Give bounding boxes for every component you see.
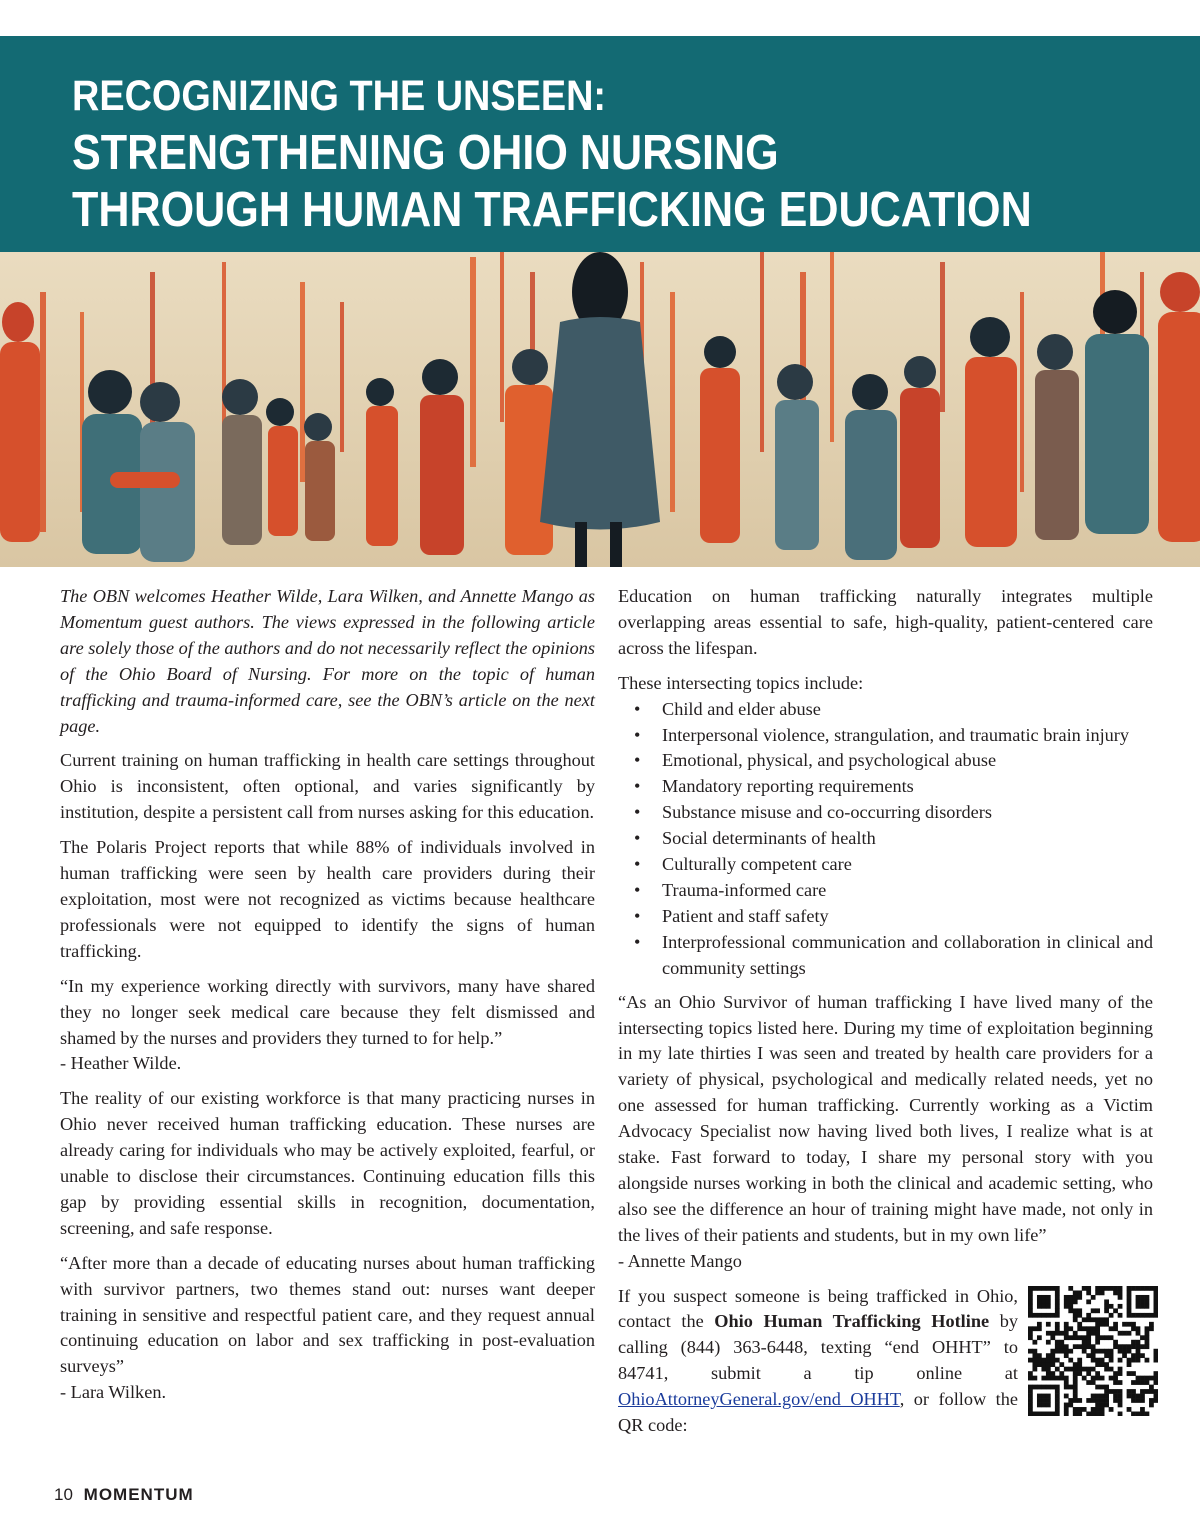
list-item: • Culturally competent care [618,852,1153,878]
quote-lara-wilken [60,1251,595,1406]
quote-heather-wilde [60,974,595,1078]
hero-illustration [0,252,1200,567]
title-line-2: STRENGTHENING OHIO NURSING [72,126,779,180]
quote-text: “In my experience working directly with survivors, many have shared they no longer seek medical care because they felt dismissed and shamed by the nurses and providers they turned to for help.” [60,975,595,1048]
quote-annette-mango [618,990,1153,1275]
bullet-icon: • [634,750,641,771]
left-column [60,584,595,1415]
quote-text: “As an Ohio Survivor of human trafficking I have lived many of the intersecting topics listed here. During my time of exploitation beginning in my late thirties I was seen and treated by health care providers for a variety of physical, psychological and medically related needs, yet no one assessed for human trafficking. Currently working as a Victim Advocacy Specialist now having lived both lives, I realize what is at stake. Fast forward to today, I share my personal story with you alongside nurses working in both the clinical and academic setting, who also see the difference an hour of training might have made, not only in the lives of their patients and students, but in my own life” [618,991,1153,1245]
bullet-icon: • [634,802,641,823]
qr-code[interactable] [1028,1286,1158,1416]
quote-attribution: - Heather Wilde. [60,1053,182,1074]
bullet-icon: • [634,879,641,900]
article-title [72,68,1040,239]
bullet-icon: • [634,931,641,952]
quote-attribution: - Annette Mango [618,1250,742,1271]
crowd-illustration-image [0,252,1200,567]
bullet-icon: • [634,905,641,926]
topics-list [618,697,1153,982]
page-footer [54,1485,194,1505]
quote-attribution: - Lara Wilken. [60,1382,167,1403]
title-line-1: RECOGNIZING THE UNSEEN: [72,72,606,120]
hotline-info: If you suspect someone is being trafficked in Ohio, contact the Ohio Human Trafficking Hotline by calling (844) 363-6448, texting “end OHHT” to 84741, submit a tip online at OhioAttorneyGeneral.gov/end OHHT, or follow the QR code: [618,1285,1018,1436]
paragraph-training-inconsistent: Current training on human trafficking in health care settings throughout Ohio is inconsistent, often optional, and varies significantly by institution, despite a persistent call from nurses asking for this education. [60,750,595,823]
bullet-icon: • [634,854,641,875]
list-item: • Interpersonal violence, strangulation, and traumatic brain injury [618,723,1153,749]
quote-text: “After more than a decade of educating nurses about human trafficking with survivor partners, two themes stand out: nurses want deeper training in sensitive and respectful patient care, and they request annual continuing education on labor and sex trafficking in post-evaluation surveys” [60,1252,595,1377]
qr-code-icon [1028,1286,1158,1416]
hotline-section [618,1284,1153,1439]
list-item: • Social determinants of health [618,826,1153,852]
page-number: 10 [54,1485,73,1504]
list-item: • Child and elder abuse [618,697,1153,723]
list-item: • Substance misuse and co-occurring disorders [618,800,1153,826]
list-item: • Emotional, physical, and psychological abuse [618,748,1153,774]
list-item: • Mandatory reporting requirements [618,774,1153,800]
list-item: • Patient and staff safety [618,904,1153,930]
bullet-icon: • [634,724,641,745]
right-column [618,584,1153,1448]
paragraph-workforce-reality: The reality of our existing workforce is that many practicing nurses in Ohio never received human trafficking education. These nurses are already caring for individuals who may be actively exploited, fearful, or unable to disclose their circumstances. Continuing education fills this gap by providing essential skills in recognition, documentation, screening, and safe response. [60,1088,595,1238]
hotline-name: Ohio Human Trafficking Hotline [714,1311,990,1332]
paragraph-polaris-project: The Polaris Project reports that while 88% of individuals involved in human trafficking were seen by health care providers during their exploitation, most were not recognized as victims because healthcare professionals were not equipped to identify the signs of human trafficking. [60,837,595,961]
title-line-3: THROUGH HUMAN TRAFFICKING EDUCATION [72,183,1032,237]
paragraph-education-integrates: Education on human trafficking naturally integrates multiple overlapping areas essential to safe, high-quality, patient-centered care across the lifespan. [618,586,1153,658]
magazine-name: MOMENTUM [83,1485,194,1504]
guest-author-intro: The OBN welcomes Heather Wilde, Lara Wilken, and Annette Mango as Momentum guest authors. The views expressed in the following article are solely those of the authors and do not necessarily reflect the opinions of the Ohio Board of Nursing. For more on the topic of human trafficking and trauma-informed care, see the OBN’s article on the next page. [60,586,595,736]
attorney-general-link[interactable]: OhioAttorneyGeneral.gov/end OHHT [618,1389,900,1410]
bullet-icon: • [634,698,641,719]
bullet-icon: • [634,776,641,797]
bullet-icon: • [634,828,641,849]
topics-intro: These intersecting topics include: [618,672,864,693]
list-item: • Interprofessional communication and collaboration in clinical and community settings [634,931,1153,978]
list-item: • Trauma-informed care [618,878,1153,904]
